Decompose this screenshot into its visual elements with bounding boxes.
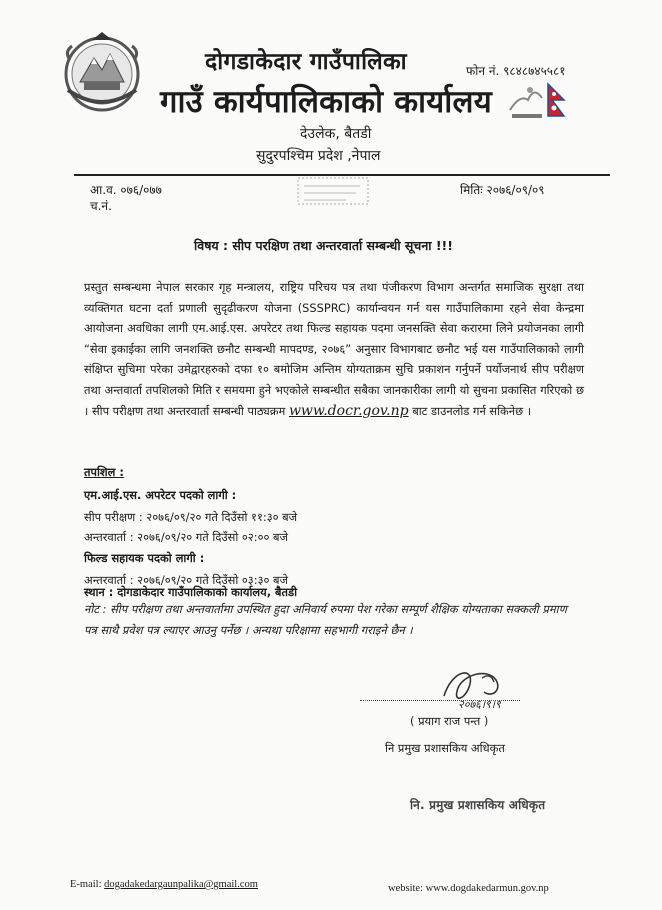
body-paragraph [84, 277, 584, 421]
mis-interview-time: अन्तरवार्ता : २०७६/०९/२० गते दिउँसो ०२:०० बजे [84, 530, 288, 544]
footer-website[interactable]: website: www.dogdakedarmun.gov.np [388, 883, 549, 894]
municipality-name: दोगडाकेदार गाउँपालिका [205, 49, 407, 75]
visit-nepal-logo-icon [506, 80, 568, 124]
nepal-emblem-icon [58, 30, 146, 114]
officer-stamp: नि. प्रमुख प्रशासकिय अधिकृत [410, 798, 546, 812]
schedule-heading: तपशिल : [84, 465, 124, 479]
letter-date: मितिः २०७६/०९/०९ [460, 183, 545, 197]
mis-operator-heading: एम.आई.एस. अपरेटर पदको लागी : [84, 488, 237, 502]
field-assistant-heading: फिल्ड सहायक पदको लागी : [84, 551, 205, 565]
phone-number: फोन नं. ९८४८७४५५८१ [466, 64, 566, 78]
venue-label: स्थान : [84, 585, 114, 599]
email-link[interactable]: dogadakedargaunpalika@gmail.com [104, 879, 258, 890]
email-label: E-mail: [70, 879, 105, 890]
signatory-name: ( प्रयाग राज पन्त ) [410, 714, 489, 728]
office-name: गाउँ कार्यपालिकाको कार्यालय [160, 84, 492, 120]
field-interview-time: अन्तरवार्ता : २०७६/०९/२० गते दिउँसो ०३:३० बजे [84, 573, 288, 587]
body-text: प्रस्तुत सम्बन्धमा नेपाल सरकार गृह मन्त्रालय, राष्ट्रिय परिचय पत्र तथा पंजीकरण विभाग अन्तर्गत समाजिक सुरक्षा तथा व्यक्तिगत घटना दर्ता प्रणाली सुदृढीकरण योजना (SSSPRC) कार्यान्वयन गर्न यस गाउँपालिकामा रहने सेवा केन्द्रमा आयोजना अवधिका लागी एम.आई.एस. अपरेटर तथा फिल्ड सहायक पदमा जनसक्ति सेवा करारमा लिने प्रयोजनका लागी “सेवा इकाईका लागि जनशक्ति छनौट सम्बन्धी मापदण्ड, २०७६” अनुसार विभागबाट छनौट भई यस गाउँपालिकाको लागी संक्षिप्त सुचिमा परेका उमेद्वारहरुको दफा १० बमोजिम अन्तिम योग्यताक्रम सुचि प्रकाशन गर्नुपर्ने पर्योजनार्थ सीप परीक्षण तथा अन्तवार्ता तपशिलको मिति र समयमा हुने भएकोले सम्बन्धीत सबैका जानकारीका लागी यो सुचना प्रकासित गरिएको छ । सीप परीक्षण तथा अन्तरवार्ता सम्बन्धी पाठ्यक्रम [84, 280, 584, 418]
received-stamp-icon [296, 176, 370, 206]
signature-date: २०७६।९।९ [458, 698, 501, 711]
address-line-1: देउलेक, बैतडी [300, 126, 372, 142]
address-line-2: सुदुरपश्चिम प्रदेश ,नेपाल [256, 148, 381, 164]
letter-number: च.नं. [90, 199, 112, 213]
fiscal-year: आ.व. ०७६/०७७ [90, 183, 162, 197]
signature-icon [422, 660, 542, 716]
note-paragraph: नोट : सीप परीक्षण तथा अन्तवार्तामा उपस्थित हुदा अनिवार्य रुपमा पेश गरेका सम्पूर्ण शैक्षिक योग्यताका सक्कली प्रमाण पत्र साथै प्रवेश पत्र ल्याएर आउनु पर्नेछ । अन्यथा परिक्षामा सहभागी गराइने छैन । [84, 602, 567, 637]
venue-value: दोगडाकेदार गाउँपालिकाको कार्यालय, बैतडी [117, 585, 298, 599]
signatory-title: नि प्रमुख प्रशासकिय अधिकृत [385, 741, 505, 755]
footer-email [70, 879, 258, 890]
venue-line [84, 585, 297, 600]
body-text-suffix: बाट डाउनलोड गर्न सकिनेछ । [408, 403, 532, 418]
curriculum-website-link[interactable]: www.docr.gov.np [288, 402, 409, 419]
signature-dotted-line [360, 700, 520, 701]
subject-line: विषय : सीप परक्षिण तथा अन्तरवार्ता सम्बन्धी सूचना !!! [194, 238, 453, 253]
mis-skill-test-time: सीप परीक्षण : २०७६/०९/२० गते दिउँसो ११:३० बजे [84, 510, 298, 524]
